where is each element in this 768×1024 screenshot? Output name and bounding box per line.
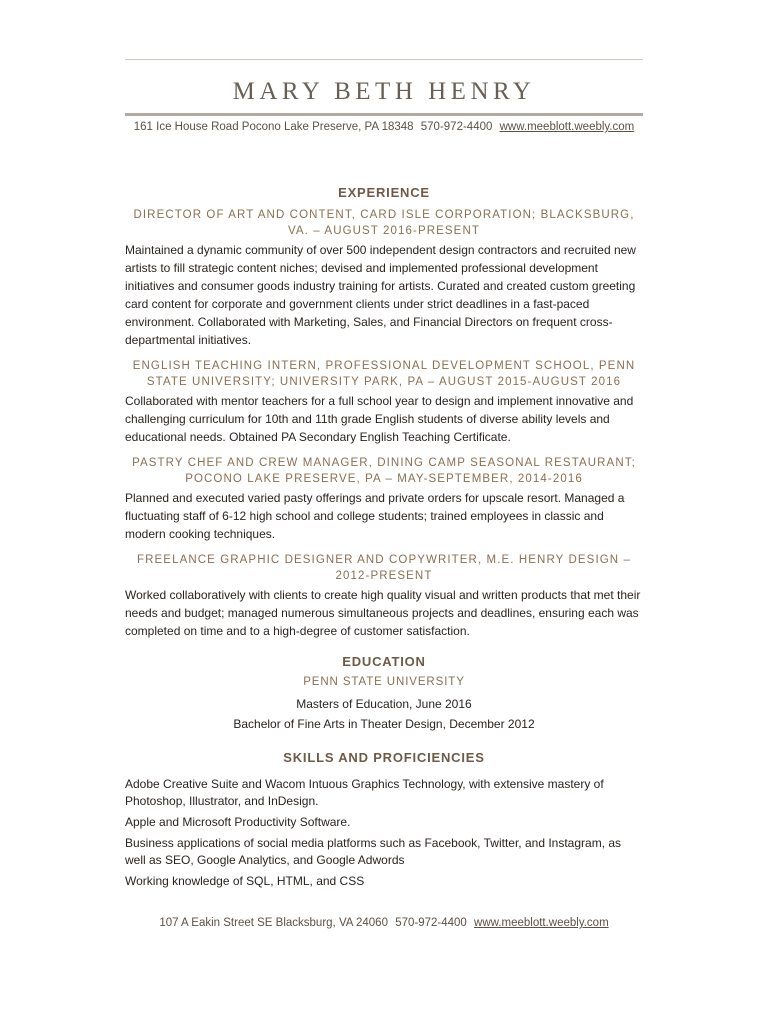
skill-item: Working knowledge of SQL, HTML, and CSS	[125, 874, 365, 888]
header-contact	[125, 121, 643, 133]
skill-item: Adobe Creative Suite and Wacom Intuous Graphics Technology, with extensive mastery of Photoshop, Illustrator, and InDesign.	[125, 777, 604, 808]
skill-item: Business applications of social media platforms such as Facebook, Twitter, and Instagram, as well as SEO, Google Analytics, and Google Adwords	[125, 836, 622, 867]
top-divider	[125, 59, 643, 60]
experience-heading: EXPERIENCE	[338, 185, 430, 200]
header-phone: 570-972-4400	[420, 121, 493, 133]
footer-phone: 570-972-4400	[395, 917, 467, 929]
experience-section	[125, 185, 643, 640]
footer-contact	[125, 917, 643, 929]
resume-content	[125, 185, 643, 894]
header-address: 161 Ice House Road Pocono Lake Preserve, PA 18348	[133, 121, 414, 133]
job-title: FREELANCE GRAPHIC DESIGNER AND COPYWRITER, M.E. HENRY DESIGN – 2012-PRESENT	[137, 554, 631, 582]
job-title: DIRECTOR OF ART AND CONTENT, CARD ISLE CORPORATION; BLACKSBURG, VA. – AUGUST 2016-PRESENT	[133, 209, 635, 237]
education-degree: Masters of Education, June 2016	[296, 697, 472, 711]
header-divider	[125, 113, 643, 116]
job-description: Worked collaboratively with clients to create high quality visual and written products that met their needs and budget; managed numerous simultaneous projects and deadlines, ensuring each was completed on time and to a high-degree of customer satisfaction.	[125, 588, 641, 638]
skills-heading: SKILLS AND PROFICIENCIES	[283, 750, 485, 765]
skills-section	[125, 750, 643, 890]
header-website-link[interactable]: www.meeblott.weebly.com	[499, 121, 635, 133]
job-title: PASTRY CHEF AND CREW MANAGER, DINING CAMP SEASONAL RESTAURANT; POCONO LAKE PRESERVE, PA – MAY-SEPTEMBER, 2014-2016	[132, 457, 636, 485]
job-description: Maintained a dynamic community of over 500 independent design contractors and recruited new artists to fill strategic content niches; devised and implemented professional development initiatives and consumer goods industry training for artists. Curated and created custom greeting card content for corporate and government clients under strict deadlines in a fast-paced environment. Collaborated with Marketing, Sales, and Financial Directors on frequent cross-departmental initiatives.	[125, 243, 636, 347]
education-degree: Bachelor of Fine Arts in Theater Design, December 2012	[233, 717, 535, 731]
job-title: ENGLISH TEACHING INTERN, PROFESSIONAL DEVELOPMENT SCHOOL, PENN STATE UNIVERSITY; UNIVERSITY PARK, PA – AUGUST 2015-AUGUST 2016	[132, 360, 636, 388]
education-heading: EDUCATION	[342, 654, 426, 669]
candidate-name: MARY BETH HENRY	[232, 78, 536, 105]
education-section	[125, 654, 643, 734]
footer-website-link[interactable]: www.meeblott.weebly.com	[474, 917, 609, 929]
job-description: Planned and executed varied pasty offerings and private orders for upscale resort. Managed a fluctuating staff of 6-12 high school and college students; trained employees in classic and modern cooking techniques.	[125, 491, 625, 541]
job-description: Collaborated with mentor teachers for a full school year to design and implement innovative and challenging curriculum for 10th and 11th grade English students of diverse ability levels and educational needs. Obtained PA Secondary English Teaching Certificate.	[125, 394, 634, 444]
skill-item: Apple and Microsoft Productivity Software.	[125, 815, 351, 829]
education-school: PENN STATE UNIVERSITY	[303, 676, 465, 688]
footer-address: 107 A Eakin Street SE Blacksburg, VA 24060	[159, 917, 388, 929]
